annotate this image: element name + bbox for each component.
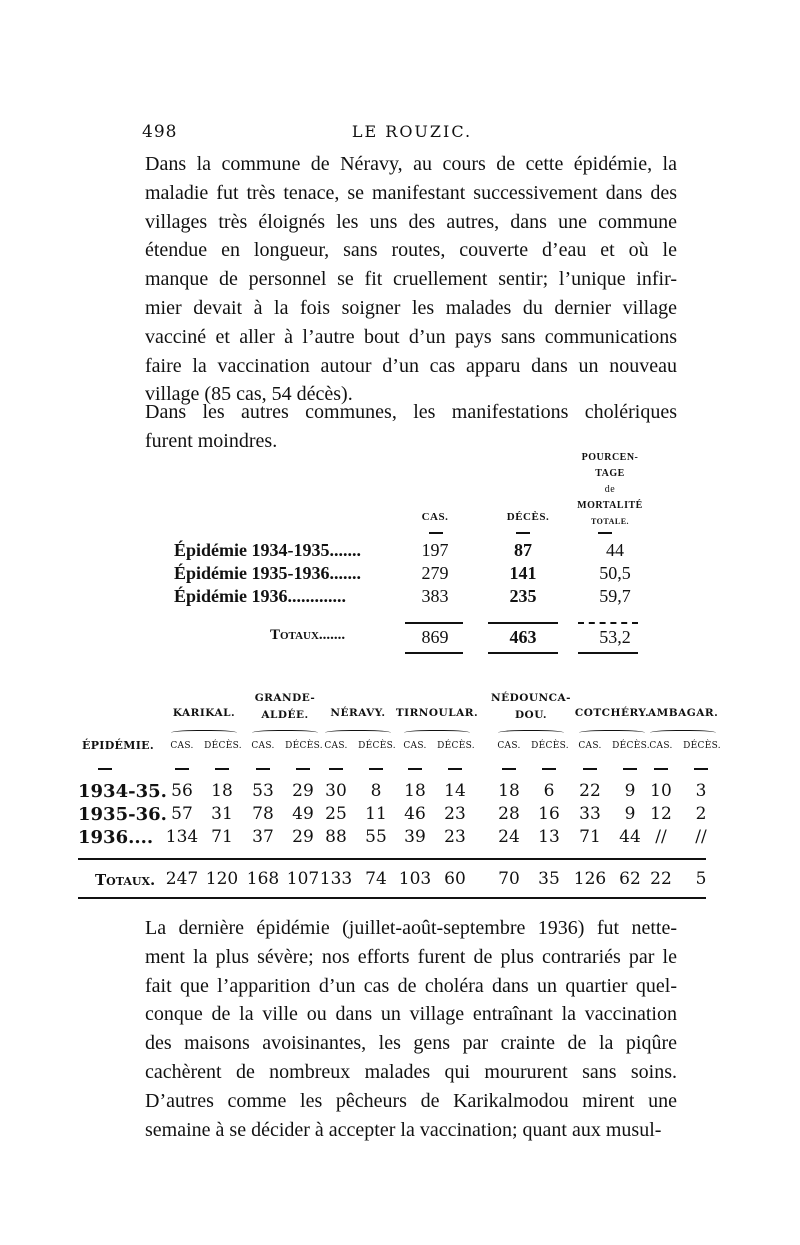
running-title: LE ROUZIC. <box>351 122 473 141</box>
district-total-cell: 107 <box>286 869 320 889</box>
district-cell: 30 <box>325 781 347 801</box>
district-cell: 71 <box>211 827 233 847</box>
district-cell: // <box>695 827 707 847</box>
district-cell: 8 <box>370 781 382 801</box>
text-line: village (85 cas, 54 décès). <box>145 383 353 406</box>
district-cell: 23 <box>444 827 466 847</box>
row-header-epidemie: ÉPIDÉMIE. <box>82 739 154 752</box>
summary-pct: 59,7 <box>599 586 631 606</box>
district-cell: 33 <box>579 804 601 824</box>
district-cell: 28 <box>498 804 520 824</box>
district-cell: 22 <box>579 781 601 801</box>
sub-header-deces: DÉCÈS. <box>204 741 242 751</box>
district-cell: 78 <box>252 804 274 824</box>
district-header-line: KARIKAL. <box>172 707 236 719</box>
district-cell: // <box>655 827 667 847</box>
summary-deces: 141 <box>509 563 537 583</box>
text-line: villages très éloignés les uns des autres, dans une commune <box>145 210 677 233</box>
sub-header-deces: DÉCÈS. <box>612 741 650 751</box>
sub-header-dash <box>329 768 343 770</box>
paragraph-last-epidemic <box>145 914 677 1144</box>
text-line: des maisons avoisinantes, les gens par crainte de la piqûre <box>145 1032 677 1055</box>
sub-header-cas: CAS. <box>649 741 673 751</box>
district-cell: 56 <box>171 781 193 801</box>
total-underline <box>405 652 463 654</box>
district-cell: 6 <box>543 781 555 801</box>
text-line: maladie fut très tenace, se manifestant successivement dans des <box>145 181 677 204</box>
summary-cas: 279 <box>421 563 449 583</box>
district-brace <box>579 730 645 737</box>
sub-header-dash <box>694 768 708 770</box>
header-dash <box>598 532 612 534</box>
district-brace <box>325 730 391 737</box>
summary-row-label: Épidémie 1935-1936....... <box>174 563 361 583</box>
district-cell: 12 <box>650 804 672 824</box>
text-line: furent moindres. <box>145 429 278 452</box>
sub-header-dash <box>654 768 668 770</box>
district-cell: 57 <box>171 804 193 824</box>
col-header-mortality-line: TOTALE. <box>590 517 630 526</box>
header-dash <box>516 532 530 534</box>
text-line: fait que l’apparition d’un cas de choléra dans un quartier quel- <box>145 974 677 997</box>
district-brace <box>252 730 318 737</box>
district-cell: 37 <box>252 827 274 847</box>
district-total-cell: 133 <box>319 869 353 889</box>
text-line: étendue en longueur, sans routes, couverte d’eau et où le <box>145 239 677 262</box>
district-header-line: NÉRAVY. <box>330 707 386 719</box>
district-brace <box>404 730 470 737</box>
district-total-cell: 35 <box>538 869 560 889</box>
district-total-label <box>95 871 155 889</box>
district-cell: 13 <box>538 827 560 847</box>
district-header-line: TIRNOULAR. <box>395 707 479 719</box>
summary-cas: 197 <box>421 540 449 560</box>
text-line: mier devait à la fois soigner les malades du dernier village <box>145 296 677 319</box>
district-cell: 9 <box>624 781 636 801</box>
total-cas: 869 <box>421 627 449 647</box>
text-line: vacciné et aller à l’autre bout d’un pays sans communications <box>145 325 677 348</box>
sub-header-dash <box>175 768 189 770</box>
district-brace <box>498 730 564 737</box>
district-total-cell: 168 <box>246 869 280 889</box>
total-pct: 53,2 <box>599 627 631 647</box>
district-total-cell: 247 <box>165 869 199 889</box>
sub-header-cas: CAS. <box>251 741 275 751</box>
col-header-mortality-line: TAGE <box>595 468 625 479</box>
district-header-line: NÉDOUNCA- <box>491 692 571 704</box>
sub-header-dash <box>369 768 383 770</box>
total-label: Totaux....... <box>270 627 346 643</box>
district-header-line: DOU. <box>514 709 548 721</box>
sub-header-deces: DÉCÈS. <box>358 741 396 751</box>
district-header <box>245 690 325 724</box>
sub-header-dash <box>408 768 422 770</box>
sub-header-dash <box>448 768 462 770</box>
district-header-line: COTCHÉRY. <box>574 707 650 719</box>
district-cell: 18 <box>211 781 233 801</box>
total-rule <box>405 622 463 624</box>
col-header-cas: CAS. <box>421 511 449 523</box>
district-cell: 134 <box>165 827 199 847</box>
table-rule <box>78 897 706 899</box>
district-row-label: 1935-36. <box>78 804 167 825</box>
district-brace <box>171 730 237 737</box>
sub-header-cas: CAS. <box>497 741 521 751</box>
district-total-cell: 5 <box>695 869 707 889</box>
district-header <box>392 705 482 722</box>
summary-cas: 383 <box>421 586 449 606</box>
total-deces: 463 <box>509 627 537 647</box>
district-header <box>648 705 718 722</box>
col-header-mortality-line: MORTALITÉ <box>577 500 643 511</box>
sub-header-dash <box>542 768 556 770</box>
sub-header-dash <box>502 768 516 770</box>
district-cell: 25 <box>325 804 347 824</box>
district-cell: 53 <box>252 781 274 801</box>
district-total-cell: 126 <box>573 869 607 889</box>
row-header-dash <box>98 768 112 770</box>
district-cell: 18 <box>498 781 520 801</box>
summary-pct: 44 <box>606 540 624 560</box>
sub-header-cas: CAS. <box>578 741 602 751</box>
summary-deces: 87 <box>514 540 532 560</box>
summary-row-label: Épidémie 1934-1935....... <box>174 540 361 560</box>
district-cell: 39 <box>404 827 426 847</box>
col-header-mortality <box>560 450 660 530</box>
summary-deces: 235 <box>509 586 537 606</box>
sub-header-dash <box>583 768 597 770</box>
district-header <box>570 705 655 722</box>
district-cell: 11 <box>365 804 387 824</box>
district-cell: 23 <box>444 804 466 824</box>
district-total-cell: 70 <box>498 869 520 889</box>
total-rule <box>578 622 638 624</box>
summary-pct: 50,5 <box>599 563 631 583</box>
district-cell: 10 <box>650 781 672 801</box>
total-rule <box>488 622 558 624</box>
district-total-cell: 120 <box>205 869 239 889</box>
district-total-cell: 60 <box>444 869 466 889</box>
page-header <box>142 122 682 148</box>
sub-header-dash <box>256 768 270 770</box>
col-header-mortality-line: POURCEN- <box>581 452 639 463</box>
total-underline <box>488 652 558 654</box>
district-cell: 3 <box>695 781 707 801</box>
district-brace <box>650 730 716 737</box>
paragraph-neravy <box>145 150 677 409</box>
district-header <box>323 705 393 722</box>
text-line: conque de la ville ou dans un village entraînant la vaccination <box>145 1003 677 1026</box>
district-total-cell: 74 <box>365 869 387 889</box>
district-cell: 46 <box>404 804 426 824</box>
sub-header-deces: DÉCÈS. <box>285 741 323 751</box>
district-row-label: 1936.... <box>78 827 154 848</box>
page-number: 498 <box>142 122 178 142</box>
col-header-mortality-line: de <box>604 484 616 495</box>
sub-header-deces: DÉCÈS. <box>683 741 721 751</box>
total-underline <box>578 652 638 654</box>
district-cell: 24 <box>498 827 520 847</box>
district-header-line: AMBAGAR. <box>648 707 719 719</box>
summary-row-label: Épidémie 1936............. <box>174 586 347 606</box>
district-row-label: 1934-35. <box>78 781 167 802</box>
sub-header-deces: DÉCÈS. <box>437 741 475 751</box>
district-cell: 18 <box>404 781 426 801</box>
district-total-cell: 22 <box>650 869 672 889</box>
col-header-deces: DÉCÈS. <box>506 511 550 523</box>
text-line: Dans les autres communes, les manifestations cholériques <box>145 401 677 423</box>
district-header <box>486 690 576 724</box>
text-line: faire la vaccination autour d’un cas apparu dans un nouveau <box>145 354 677 377</box>
sub-header-cas: CAS. <box>403 741 427 751</box>
district-header-line: ALDÉE. <box>261 709 309 721</box>
district-cell: 31 <box>211 804 233 824</box>
text-line: D’autres comme les pêcheurs de Karikalmodou mirent une <box>145 1089 677 1112</box>
text-line: Dans la commune de Néravy, au cours de cette épidémie, la <box>145 153 677 175</box>
sub-header-deces: DÉCÈS. <box>531 741 569 751</box>
district-total-cell: 103 <box>398 869 432 889</box>
header-dash <box>429 532 443 534</box>
district-cell: 16 <box>538 804 560 824</box>
sub-header-dash <box>296 768 310 770</box>
text-line: cachèrent de nombreux malades qui moururent sans soins. <box>145 1060 677 1083</box>
sub-header-dash <box>215 768 229 770</box>
sub-header-cas: CAS. <box>324 741 348 751</box>
district-cell: 14 <box>444 781 466 801</box>
sub-header-dash <box>623 768 637 770</box>
text-line: semaine à se décider à accepter la vaccination; quant aux musul- <box>145 1118 662 1141</box>
sub-header-cas: CAS. <box>170 741 194 751</box>
district-cell: 44 <box>619 827 641 847</box>
district-total-cell: 62 <box>619 869 641 889</box>
district-cell: 49 <box>292 804 314 824</box>
district-header-line: GRANDE- <box>254 692 316 704</box>
district-cell: 71 <box>579 827 601 847</box>
paragraph-other-communes <box>145 398 677 456</box>
district-cell: 9 <box>624 804 636 824</box>
table-rule <box>78 858 706 860</box>
district-total-text: Totaux. <box>95 871 156 889</box>
district-cell: 88 <box>325 827 347 847</box>
district-cell: 55 <box>365 827 387 847</box>
district-cell: 29 <box>292 827 314 847</box>
text-line: ment la plus sévère; nos efforts furent de plus contrariés par le <box>145 945 677 968</box>
text-line: manque de personnel se fit cruellement sentir; l’unique infir- <box>145 268 677 291</box>
text-line: La dernière épidémie (juillet-août-septembre 1936) fut nette- <box>145 917 677 939</box>
district-cell: 2 <box>695 804 707 824</box>
district-header <box>164 705 244 722</box>
district-cell: 29 <box>292 781 314 801</box>
